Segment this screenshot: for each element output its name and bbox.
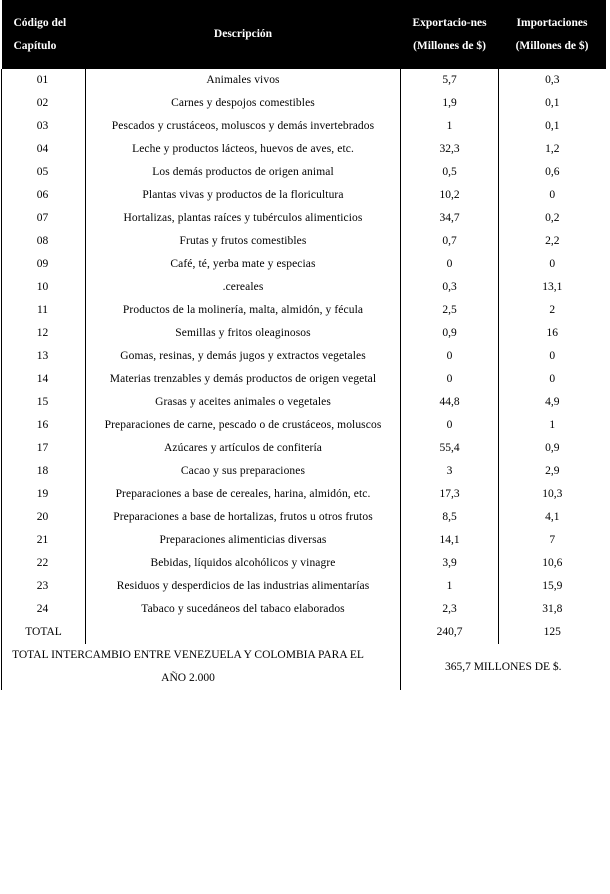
table-row [2, 345, 606, 368]
table-row [2, 506, 606, 529]
total-row [2, 621, 606, 644]
table-row [2, 299, 606, 322]
row-code: 02 [2, 92, 86, 115]
row-imports: 1 [499, 414, 606, 437]
row-exports: 0,7 [401, 230, 499, 253]
row-code: 01 [2, 69, 86, 92]
row-exports: 0,3 [401, 276, 499, 299]
total-label: TOTAL [2, 621, 86, 644]
row-exports: 1 [401, 115, 499, 138]
table-row [2, 184, 606, 207]
row-imports: 0,1 [499, 115, 606, 138]
row-description: Gomas, resinas, y demás jugos y extractos vegetales [86, 345, 401, 368]
row-imports: 2 [499, 299, 606, 322]
row-code: 22 [2, 552, 86, 575]
row-exports: 0 [401, 368, 499, 391]
table-header [2, 0, 606, 69]
row-imports: 0,1 [499, 92, 606, 115]
row-imports: 0,9 [499, 437, 606, 460]
row-imports: 1,2 [499, 138, 606, 161]
row-code: 06 [2, 184, 86, 207]
row-code: 18 [2, 460, 86, 483]
table-row [2, 575, 606, 598]
row-description: Residuos y desperdicios de las industrias alimentarías [86, 575, 401, 598]
row-imports: 0,2 [499, 207, 606, 230]
header-description: Descripción [86, 0, 401, 69]
table-body [2, 69, 606, 690]
row-exports: 3,9 [401, 552, 499, 575]
row-description: Preparaciones a base de hortalizas, frutos u otros frutos [86, 506, 401, 529]
row-exports: 0 [401, 345, 499, 368]
row-code: 09 [2, 253, 86, 276]
row-exports: 17,3 [401, 483, 499, 506]
row-code: 24 [2, 598, 86, 621]
row-code: 16 [2, 414, 86, 437]
header-exports: Exportacio-nes (Millones de $) [401, 0, 499, 69]
header-imports: Importaciones (Millones de $) [499, 0, 606, 69]
row-description: Leche y productos lácteos, huevos de aves, etc. [86, 138, 401, 161]
row-imports: 13,1 [499, 276, 606, 299]
row-exports: 0 [401, 414, 499, 437]
table-row [2, 69, 606, 92]
row-imports: 16 [499, 322, 606, 345]
table-row [2, 322, 606, 345]
row-description: Productos de la molinería, malta, almidón, y fécula [86, 299, 401, 322]
row-exports: 3 [401, 460, 499, 483]
row-code: 15 [2, 391, 86, 414]
table-row [2, 598, 606, 621]
row-exports: 34,7 [401, 207, 499, 230]
row-imports: 0,3 [499, 69, 606, 92]
table-row [2, 414, 606, 437]
row-code: 14 [2, 368, 86, 391]
row-exports: 0,9 [401, 322, 499, 345]
row-imports: 0,6 [499, 161, 606, 184]
summary-value: 365,7 MILLONES DE $. [401, 644, 606, 690]
trade-table [1, 0, 606, 690]
row-description: Preparaciones a base de cereales, harina, almidón, etc. [86, 483, 401, 506]
table-row [2, 529, 606, 552]
row-description: Carnes y despojos comestibles [86, 92, 401, 115]
table-row [2, 92, 606, 115]
row-exports: 1,9 [401, 92, 499, 115]
row-imports: 0 [499, 253, 606, 276]
row-exports: 0 [401, 253, 499, 276]
table-row [2, 391, 606, 414]
row-description: Café, té, yerba mate y especias [86, 253, 401, 276]
row-description: Cacao y sus preparaciones [86, 460, 401, 483]
row-description: Semillas y fritos oleaginosos [86, 322, 401, 345]
row-code: 07 [2, 207, 86, 230]
row-imports: 7 [499, 529, 606, 552]
row-code: 10 [2, 276, 86, 299]
row-exports: 55,4 [401, 437, 499, 460]
row-description: Bebidas, líquidos alcohólicos y vinagre [86, 552, 401, 575]
trade-table-container [1, 0, 605, 690]
row-description: Hortalizas, plantas raíces y tubérculos alimenticios [86, 207, 401, 230]
row-imports: 0 [499, 368, 606, 391]
row-exports: 10,2 [401, 184, 499, 207]
row-imports: 4,9 [499, 391, 606, 414]
table-row [2, 230, 606, 253]
row-exports: 1 [401, 575, 499, 598]
row-code: 05 [2, 161, 86, 184]
row-exports: 2,3 [401, 598, 499, 621]
row-imports: 31,8 [499, 598, 606, 621]
row-code: 17 [2, 437, 86, 460]
table-row [2, 276, 606, 299]
table-row [2, 368, 606, 391]
table-row [2, 437, 606, 460]
row-imports: 10,3 [499, 483, 606, 506]
row-exports: 5,7 [401, 69, 499, 92]
row-imports: 15,9 [499, 575, 606, 598]
row-imports: 0 [499, 345, 606, 368]
row-description: Grasas y aceites animales o vegetales [86, 391, 401, 414]
row-description: Animales vivos [86, 69, 401, 92]
row-code: 13 [2, 345, 86, 368]
row-exports: 8,5 [401, 506, 499, 529]
total-exports: 240,7 [401, 621, 499, 644]
table-row [2, 138, 606, 161]
row-description: Preparaciones alimenticias diversas [86, 529, 401, 552]
table-row [2, 115, 606, 138]
row-description: Los demás productos de origen animal [86, 161, 401, 184]
row-exports: 44,8 [401, 391, 499, 414]
row-imports: 2,2 [499, 230, 606, 253]
row-description: Preparaciones de carne, pescado o de crustáceos, moluscos [86, 414, 401, 437]
header-code: Código del Capítulo [2, 0, 86, 69]
row-imports: 2,9 [499, 460, 606, 483]
table-row [2, 161, 606, 184]
table-row [2, 253, 606, 276]
row-imports: 0 [499, 184, 606, 207]
row-description: Azúcares y artículos de confitería [86, 437, 401, 460]
row-code: 03 [2, 115, 86, 138]
row-description: Tabaco y sucedáneos del tabaco elaborados [86, 598, 401, 621]
table-row [2, 207, 606, 230]
total-imports: 125 [499, 621, 606, 644]
row-exports: 2,5 [401, 299, 499, 322]
row-code: 21 [2, 529, 86, 552]
row-description: Materias trenzables y demás productos de origen vegetal [86, 368, 401, 391]
table-row [2, 552, 606, 575]
summary-row [2, 644, 606, 690]
total-empty [86, 621, 401, 644]
row-code: 19 [2, 483, 86, 506]
table-row [2, 483, 606, 506]
row-description: .cereales [86, 276, 401, 299]
row-imports: 10,6 [499, 552, 606, 575]
row-description: Frutas y frutos comestibles [86, 230, 401, 253]
row-code: 11 [2, 299, 86, 322]
row-exports: 0,5 [401, 161, 499, 184]
row-code: 23 [2, 575, 86, 598]
row-code: 08 [2, 230, 86, 253]
row-description: Plantas vivas y productos de la floricultura [86, 184, 401, 207]
row-exports: 14,1 [401, 529, 499, 552]
table-row [2, 460, 606, 483]
row-description: Pescados y crustáceos, moluscos y demás invertebrados [86, 115, 401, 138]
row-code: 12 [2, 322, 86, 345]
row-exports: 32,3 [401, 138, 499, 161]
summary-label: TOTAL INTERCAMBIO ENTRE VENEZUELA Y COLOMBIA PARA EL AÑO 2.000 [2, 644, 401, 690]
row-code: 20 [2, 506, 86, 529]
row-imports: 4,1 [499, 506, 606, 529]
row-code: 04 [2, 138, 86, 161]
